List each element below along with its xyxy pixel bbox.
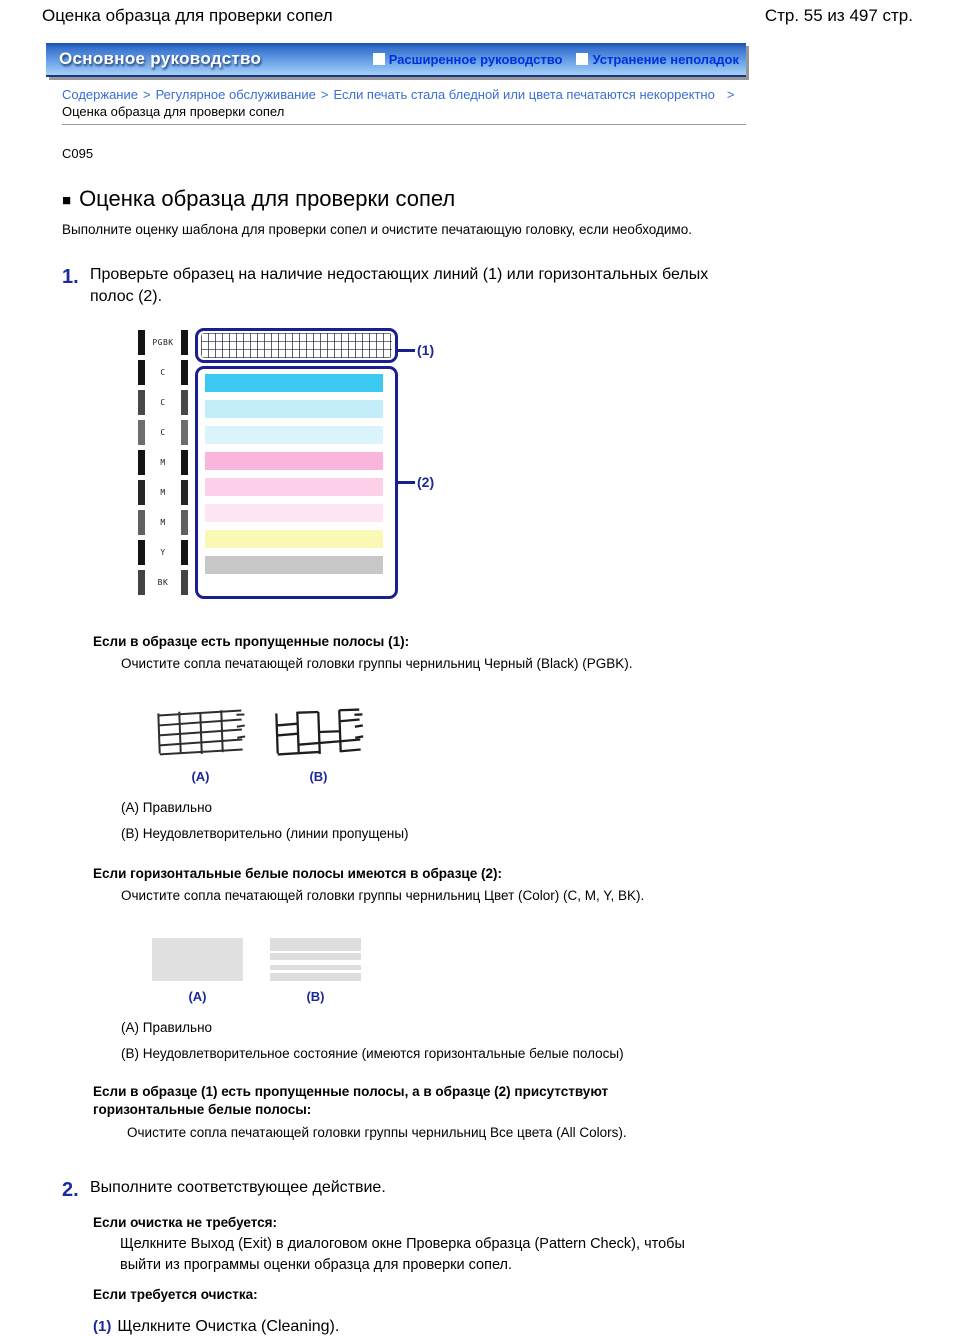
page-number: Стр. 55 из 497 стр. — [764, 6, 913, 25]
section-both-body: Очистите сопла печатающей головки группы чернильниц Все цвета (All Colors). — [127, 1124, 627, 1140]
grid-comparison-figure — [155, 708, 954, 784]
pattern-ink-label: C — [160, 397, 166, 407]
pattern-label-row — [138, 507, 188, 537]
color-bar — [205, 374, 383, 392]
stripe-good-example — [152, 938, 243, 1004]
grid-good-label: (A) — [191, 769, 210, 785]
pattern-label-row — [138, 387, 188, 417]
stripe-good-label: (A) — [188, 989, 207, 1005]
callout-1-label: (1) — [417, 342, 435, 358]
callout-2 — [398, 474, 434, 490]
pattern-ink-label: BK — [157, 577, 169, 587]
section-missing-heading: Если в образце есть пропущенные полосы (1): — [93, 634, 410, 649]
cleaning-heading: Если требуется очистка: — [93, 1287, 258, 1303]
guide-banner — [46, 43, 746, 77]
banner-title: Основное руководство — [59, 49, 262, 68]
pattern-tick-bar — [138, 330, 145, 355]
stripe-bad-image — [270, 938, 361, 981]
pattern-color-box — [195, 366, 398, 599]
section-stripes-heading: Если горизонтальные белые полосы имеются в образце (2): — [93, 866, 502, 882]
color-bar — [205, 530, 383, 548]
step-1 — [62, 264, 954, 309]
white-square-icon — [576, 53, 588, 65]
pattern-tick-bar — [181, 570, 188, 595]
stripe-comparison-figure — [152, 938, 954, 1004]
breadcrumb-separator: > — [142, 87, 151, 102]
no-cleaning-heading: Если очистка не требуется: — [93, 1214, 278, 1230]
pattern-ink-label: M — [160, 517, 166, 527]
pattern-tick-bar — [181, 420, 188, 445]
stripe-good-image — [152, 938, 243, 981]
pattern-tick-bar — [138, 390, 145, 415]
breadcrumb-separator: > — [726, 87, 735, 102]
pattern-tick-bar — [181, 540, 188, 565]
stripe-bad-example — [270, 938, 361, 1004]
caption-stripe-bad: (B) Неудовлетворительное состояние (имеются горизонтальные белые полосы) — [121, 1046, 624, 1062]
square-bullet-icon: ■ — [62, 191, 72, 209]
pattern-tick-bar — [138, 540, 145, 565]
pattern-ink-label: C — [160, 367, 166, 377]
pattern-ink-label: M — [160, 487, 166, 497]
breadcrumb-separator: > — [320, 87, 329, 102]
caption-stripe-good: (A) Правильно — [121, 1020, 213, 1036]
breadcrumb-current: Оценка образца для проверки сопел — [62, 104, 285, 119]
callout-line — [398, 349, 415, 352]
pattern-label-row — [138, 567, 188, 597]
page-title-text: Оценка образца для проверки сопел — [79, 186, 456, 211]
color-bars — [205, 374, 383, 574]
section-stripes-body: Очистите сопла печатающей головки группы чернильниц Цвет (Color) (C, M, Y, BK). — [121, 888, 645, 904]
nozzle-check-pattern-figure — [138, 321, 478, 609]
callout-1 — [398, 342, 434, 358]
pattern-tick-bar — [181, 480, 188, 505]
breadcrumb-link-maintenance[interactable]: Регулярное обслуживание — [155, 87, 316, 102]
pattern-tick-bar — [138, 420, 145, 445]
section-missing-body: Очистите сопла печатающей головки группы чернильниц Черный (Black) (PGBK). — [121, 656, 633, 672]
pattern-tick-bar — [138, 360, 145, 385]
step-1-text: Проверьте образец на наличие недостающих линий (1) или горизонтальных белых полос (2). — [90, 265, 709, 306]
pattern-tick-bar — [181, 510, 188, 535]
article-code: C095 — [62, 146, 94, 161]
pattern-grid-box — [195, 328, 398, 363]
pattern-tick-bar — [181, 450, 188, 475]
grid-bad-label: (B) — [309, 769, 328, 785]
pattern-tick-bar — [181, 330, 188, 355]
pattern-tick-bar — [138, 570, 145, 595]
step-2 — [62, 1177, 954, 1203]
grid-bad-image — [273, 708, 364, 756]
breadcrumb-link-faint-print[interactable]: Если печать стала бледной или цвета печатаются некорректно — [333, 87, 715, 102]
color-bar — [205, 426, 383, 444]
pattern-tick-bar — [181, 390, 188, 415]
pattern-tick-bar — [181, 360, 188, 385]
pattern-tick-bar — [138, 480, 145, 505]
color-bar — [205, 504, 383, 522]
nav-advanced-guide[interactable] — [373, 52, 563, 67]
color-bar — [205, 556, 383, 574]
pattern-labels — [138, 327, 188, 597]
breadcrumb-link-contents[interactable]: Содержание — [62, 87, 138, 102]
separator-rule — [62, 124, 746, 125]
step-2-number: 2. — [62, 1178, 79, 1201]
pattern-ink-label: Y — [160, 547, 166, 557]
white-square-icon — [373, 53, 385, 65]
pattern-ink-label: C — [160, 427, 166, 437]
step-2-text: Выполните соответствующее действие. — [90, 1178, 386, 1196]
substep-1-text: Щелкните Очистка (Cleaning). — [117, 1318, 340, 1336]
nav-troubleshooting[interactable] — [576, 52, 739, 67]
nav-troubleshooting-label: Устранение неполадок — [592, 51, 739, 67]
step-1-number: 1. — [62, 265, 79, 288]
color-bar — [205, 452, 383, 470]
breadcrumb — [62, 86, 746, 120]
grid-good-example — [155, 708, 246, 784]
no-cleaning-body: Щелкните Выход (Exit) в диалоговом окне Проверка образца (Pattern Check), чтобы выйти из программы оценки образца для проверки сопел. — [120, 1235, 685, 1274]
color-bar — [205, 478, 383, 496]
pattern-ink-label: M — [160, 457, 166, 467]
caption-grid-bad: (B) Неудовлетворительно (линии пропущены) — [121, 826, 409, 842]
substep-1 — [93, 1318, 954, 1336]
caption-grid-good: (A) Правильно — [121, 800, 213, 816]
pattern-tick-bar — [138, 450, 145, 475]
callout-line — [398, 481, 415, 484]
section-both-heading: Если в образце (1) есть пропущенные полосы, а в образце (2) присутствуют горизонтальные белые полосы: — [93, 1084, 609, 1118]
pattern-tick-bar — [138, 510, 145, 535]
page-title — [62, 186, 954, 212]
pattern-label-row — [138, 447, 188, 477]
callout-2-label: (2) — [417, 474, 435, 490]
pattern-label-row — [138, 477, 188, 507]
pattern-ink-label: PGBK — [152, 337, 174, 347]
pattern-label-row — [138, 327, 188, 357]
pattern-label-row — [138, 537, 188, 567]
grid-good-image — [155, 708, 246, 756]
substep-1-number: (1) — [93, 1318, 112, 1336]
nav-advanced-guide-label: Расширенное руководство — [388, 51, 563, 67]
window-top-strip — [0, 0, 954, 26]
doc-title: Оценка образца для проверки сопел — [42, 6, 333, 25]
color-bar — [205, 400, 383, 418]
pattern-label-row — [138, 357, 188, 387]
stripe-bad-label: (B) — [306, 989, 325, 1005]
intro-paragraph: Выполните оценку шаблона для проверки сопел и очистите печатающую головку, если необходимо. — [62, 222, 692, 237]
grid-bad-example — [273, 708, 364, 784]
banner-nav — [373, 52, 746, 67]
pattern-label-row — [138, 417, 188, 447]
